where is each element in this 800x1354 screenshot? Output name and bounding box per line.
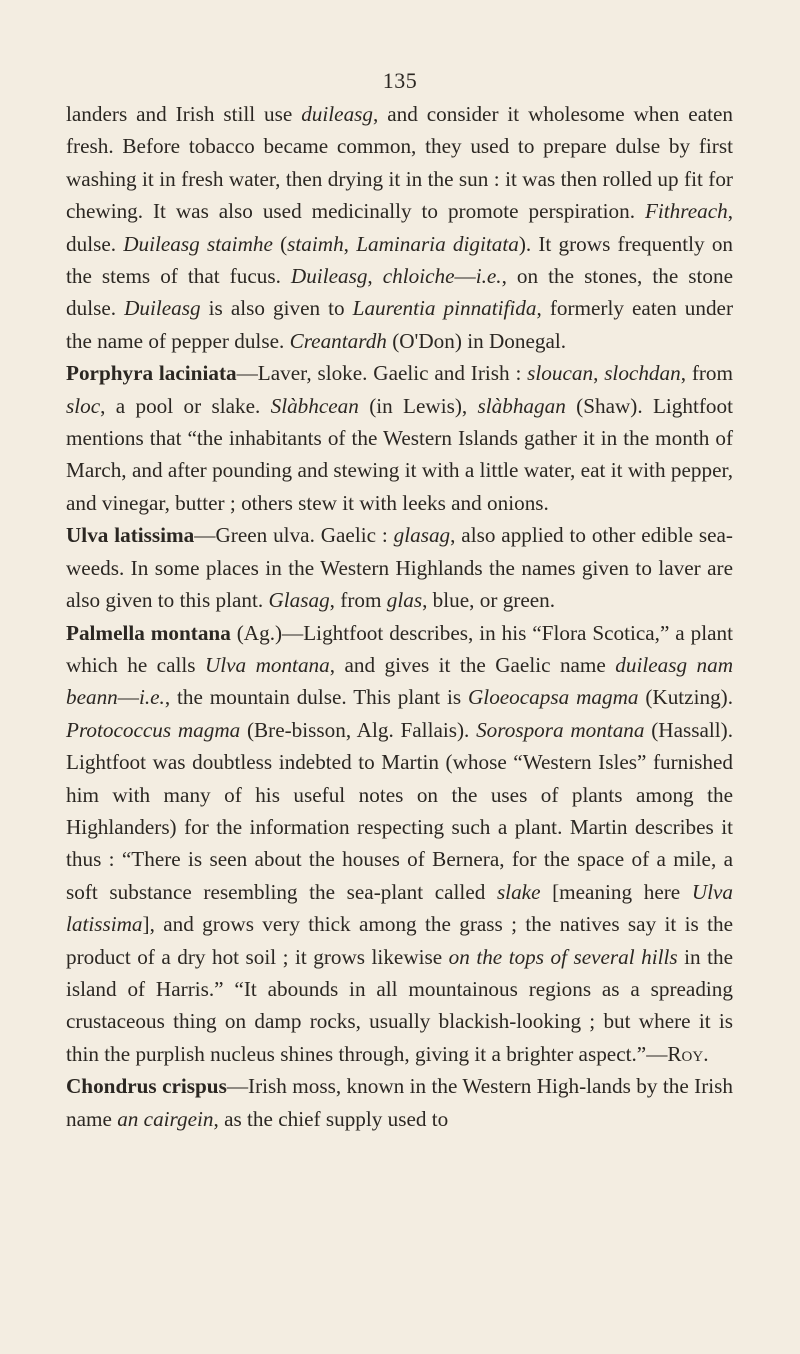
- paragraph-porphyra-laciniata: [66, 357, 733, 519]
- italic-term: i.e.: [475, 264, 502, 289]
- italic-term: glas: [386, 588, 423, 613]
- text-run: ], and grows very thick among the grass ; the natives say it is the product of a dry hot soil ; it grows likewise: [66, 912, 733, 969]
- text-run: [meaning here: [540, 879, 692, 904]
- text-run: ,: [367, 264, 383, 289]
- italic-term: Duileasg staimhe: [123, 231, 273, 256]
- text-run: , as the chief supply used to: [213, 1106, 449, 1131]
- italic-term: slake: [496, 879, 541, 904]
- text-run: (Bre-bisson, Alg. Fallais).: [240, 717, 477, 742]
- species-heading: Porphyra laciniata: [66, 361, 237, 386]
- italic-term: i.e.: [138, 685, 165, 710]
- italic-term: chloiche: [382, 264, 455, 289]
- text-run: , from: [680, 361, 733, 386]
- italic-term: slochdan: [604, 361, 681, 386]
- paragraph-palmella-montana: [66, 617, 733, 1071]
- italic-term: Laminaria digitata: [356, 231, 519, 256]
- italic-term: Protococcus magma: [66, 717, 241, 742]
- text-run: , also applied to other edible sea-weeds. In some places in the Western Highlands the names given to laver are also given to this plant.: [66, 523, 733, 613]
- italic-term: Slàbhcean: [270, 393, 359, 418]
- italic-term: Duileasg: [124, 296, 201, 321]
- text-run: , on the stones, the stone dulse.: [66, 264, 733, 321]
- paragraph-duileasg: [66, 98, 733, 357]
- paragraph-chondrus-crispus: [66, 1070, 733, 1135]
- text-run: (Shaw). Lightfoot mentions that “the inhabitants of the Western Islands gather it in the month of March, and after pounding and stewing it with a little water, eat it with pepper, and vinegar, butter ; others stew it with leeks and onions.: [66, 393, 733, 515]
- text-run: , and gives it the Gaelic name: [329, 652, 616, 677]
- text-run: —Laver, sloke. Gaelic and Irish :: [236, 361, 528, 386]
- text-run: , formerly eaten under the name of pepper dulse.: [66, 296, 733, 353]
- italic-term: Creantardh: [289, 328, 387, 353]
- italic-term: duileasg nam beann: [66, 652, 733, 710]
- italic-term: Gloeocapsa magma: [468, 685, 639, 710]
- text-run: (in Lewis),: [358, 393, 478, 418]
- body-text: [66, 98, 733, 1135]
- paragraph-ulva-latissima: [66, 519, 733, 616]
- text-run: ). It grows frequently on the stems of that fucus.: [66, 231, 734, 289]
- text-run: , the mountain dulse. This plant is: [164, 685, 468, 710]
- species-heading: Ulva latissima: [66, 523, 195, 548]
- text-run: (Ag.)—Lightfoot describes, in his “Flora Scotica,” a plant which he calls: [66, 620, 733, 677]
- text-run: —: [117, 685, 139, 710]
- text-run: , and consider it wholesome when eaten fresh. Before tobacco became common, they used to prepare dulse by first washing it in fresh water, then drying it in the sun : it was then rolled up fit for chewing. It was also used medicinally to promote perspiration.: [66, 102, 733, 224]
- text-run: (: [272, 231, 288, 256]
- italic-term: Laurentia pinnatifida: [352, 296, 537, 321]
- italic-term: glasag: [393, 523, 451, 548]
- italic-term: Ulva montana: [204, 652, 330, 677]
- italic-term: Duileasg: [290, 264, 368, 289]
- text-run: landers and Irish still use: [66, 102, 302, 126]
- page-number: 135: [382, 68, 418, 93]
- text-run: ,: [343, 231, 357, 256]
- text-run: , a pool or slake.: [100, 393, 271, 418]
- text-run: in the island of Harris.” “It abounds in all mountainous regions as a spreading crustaceous thing on damp rocks, usually blackish-looking ; but where it is thin the purplish nucleus shines through, giving it a brighter aspect.”—: [66, 944, 733, 1066]
- italic-term: staimh: [287, 231, 344, 256]
- text-run: ,: [593, 361, 605, 386]
- species-heading: Chondrus crispus: [66, 1074, 227, 1099]
- italic-term: sloc: [66, 393, 101, 418]
- italic-term: an cairgein: [117, 1106, 214, 1131]
- italic-term: duileasg: [301, 102, 374, 126]
- text-run: (Hassall). Lightfoot was doubtless indebted to Martin (whose “Western Isles” furnished him with many of his useful notes on the uses of plants among the Highlanders) for the information respecting such a plant. Martin describes it thus : “There is seen about the houses of Bernera, for the space of a mile, a soft substance resembling the sea-plant called: [66, 717, 733, 904]
- text-run: .: [703, 1041, 709, 1066]
- italic-term: sloucan: [527, 361, 594, 386]
- text-run: (O'Don) in Donegal.: [386, 328, 567, 353]
- text-run: , from: [329, 588, 387, 613]
- author-attribution: Roy: [667, 1041, 704, 1066]
- text-run: , dulse.: [66, 199, 733, 256]
- text-run: , blue, or green.: [422, 588, 556, 613]
- text-run: —Green ulva. Gaelic :: [194, 523, 394, 548]
- text-run: is also given to: [200, 296, 353, 321]
- text-run: —Irish moss, known in the Western High-lands by the Irish name: [66, 1074, 733, 1131]
- species-heading: Palmella montana: [66, 620, 231, 645]
- italic-term: on the tops of several hills: [448, 944, 678, 969]
- italic-term: Fithreach: [644, 199, 728, 224]
- italic-term: Ulva latissima: [66, 879, 733, 937]
- italic-term: Sorospora montana: [476, 717, 645, 742]
- text-run: (Kutzing).: [638, 685, 734, 710]
- italic-term: slàbhagan: [477, 393, 566, 418]
- text-run: —: [454, 264, 476, 289]
- italic-term: Glasag: [268, 588, 330, 613]
